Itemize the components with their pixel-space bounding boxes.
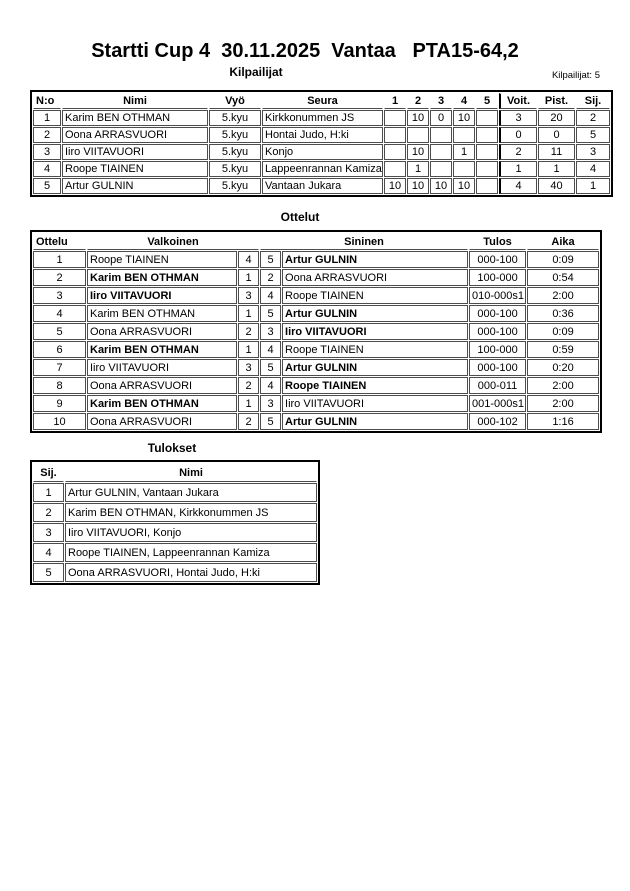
match-blue-seed: 5 xyxy=(260,251,281,268)
matches-header-row xyxy=(33,233,599,250)
results-table xyxy=(30,460,320,585)
competitor-score-vs-5 xyxy=(476,144,498,160)
competitor-wins: 4 xyxy=(499,178,537,194)
competitor-row xyxy=(33,144,610,160)
matches-table xyxy=(30,230,602,433)
results-col-place: Sij. xyxy=(33,463,64,482)
match-row xyxy=(33,269,599,286)
match-white-seed: 1 xyxy=(238,305,259,322)
matches-col-match: Ottelu xyxy=(33,233,86,250)
match-time: 0:54 xyxy=(527,269,599,286)
competitor-number: 4 xyxy=(33,161,61,177)
competitor-wins: 2 xyxy=(499,144,537,160)
result-place: 5 xyxy=(33,563,64,582)
match-blue-name: Iiro VIITAVUORI xyxy=(282,395,468,412)
competitor-name: Roope TIAINEN xyxy=(62,161,208,177)
competitor-number: 3 xyxy=(33,144,61,160)
competitors-col-belt: Vyö xyxy=(209,93,261,109)
competitor-score-vs-4: 10 xyxy=(453,178,475,194)
result-name: Artur GULNIN, Vantaan Jukara xyxy=(65,483,317,502)
match-number: 4 xyxy=(33,305,86,322)
match-blue-name: Artur GULNIN xyxy=(282,251,468,268)
competitors-table xyxy=(30,90,613,197)
matches-col-white: Valkoinen xyxy=(87,233,259,250)
match-blue-seed: 5 xyxy=(260,359,281,376)
match-white-name: Karim BEN OTHMAN xyxy=(87,395,237,412)
competitor-place: 3 xyxy=(576,144,610,160)
match-blue-name: Iiro VIITAVUORI xyxy=(282,323,468,340)
competitor-score-vs-3 xyxy=(430,161,452,177)
competitor-wins: 0 xyxy=(499,127,537,143)
match-blue-name: Roope TIAINEN xyxy=(282,377,468,394)
competitor-score-vs-3: 10 xyxy=(430,178,452,194)
match-number: 1 xyxy=(33,251,86,268)
match-row xyxy=(33,287,599,304)
competitor-place: 2 xyxy=(576,110,610,126)
match-blue-name: Oona ARRASVUORI xyxy=(282,269,468,286)
competitor-name: Karim BEN OTHMAN xyxy=(62,110,208,126)
competitor-score-vs-4 xyxy=(453,161,475,177)
competitor-club: Kirkkonummen JS xyxy=(262,110,383,126)
match-number: 6 xyxy=(33,341,86,358)
competitor-score-vs-3 xyxy=(430,127,452,143)
match-blue-name: Roope TIAINEN xyxy=(282,341,468,358)
competitor-score-vs-2: 10 xyxy=(407,144,429,160)
match-white-seed: 1 xyxy=(238,395,259,412)
match-blue-name: Roope TIAINEN xyxy=(282,287,468,304)
competitor-name: Oona ARRASVUORI xyxy=(62,127,208,143)
match-blue-seed: 4 xyxy=(260,377,281,394)
competitor-belt: 5.kyu xyxy=(209,161,261,177)
matches-col-blue: Sininen xyxy=(260,233,468,250)
competitor-points: 11 xyxy=(538,144,575,160)
match-white-seed: 2 xyxy=(238,413,259,430)
match-white-seed: 3 xyxy=(238,287,259,304)
match-blue-seed: 3 xyxy=(260,395,281,412)
competitors-section-title: Kilpailijat xyxy=(229,65,283,79)
competitors-col-wins: Voit. xyxy=(499,93,537,109)
match-number: 10 xyxy=(33,413,86,430)
competitor-place: 5 xyxy=(576,127,610,143)
competitor-score-vs-1 xyxy=(384,110,406,126)
match-number: 3 xyxy=(33,287,86,304)
result-place: 3 xyxy=(33,523,64,542)
result-name: Oona ARRASVUORI, Hontai Judo, H:ki xyxy=(65,563,317,582)
match-white-name: Oona ARRASVUORI xyxy=(87,413,237,430)
match-number: 8 xyxy=(33,377,86,394)
competitors-col-name: Nimi xyxy=(62,93,208,109)
competitor-club: Hontai Judo, H:ki xyxy=(262,127,383,143)
match-number: 5 xyxy=(33,323,86,340)
match-blue-seed: 5 xyxy=(260,413,281,430)
match-row xyxy=(33,251,599,268)
match-time: 0:59 xyxy=(527,341,599,358)
result-name: Roope TIAINEN, Lappeenrannan Kamiza xyxy=(65,543,317,562)
match-blue-seed: 3 xyxy=(260,323,281,340)
competitor-points: 1 xyxy=(538,161,575,177)
match-time: 2:00 xyxy=(527,395,599,412)
match-result: 100-000 xyxy=(469,341,526,358)
result-row xyxy=(33,543,317,562)
match-white-name: Karim BEN OTHMAN xyxy=(87,269,237,286)
competitor-place: 1 xyxy=(576,178,610,194)
competitor-number: 5 xyxy=(33,178,61,194)
match-blue-seed: 5 xyxy=(260,305,281,322)
match-white-name: Roope TIAINEN xyxy=(87,251,237,268)
match-blue-name: Artur GULNIN xyxy=(282,413,468,430)
competitors-col-opp-1: 1 xyxy=(384,93,406,109)
match-row xyxy=(33,359,599,376)
match-blue-seed: 4 xyxy=(260,287,281,304)
result-row xyxy=(33,523,317,542)
competitor-name: Iiro VIITAVUORI xyxy=(62,144,208,160)
competitors-col-opp-2: 2 xyxy=(407,93,429,109)
competitor-belt: 5.kyu xyxy=(209,110,261,126)
competitor-belt: 5.kyu xyxy=(209,127,261,143)
competitor-row xyxy=(33,127,610,143)
competitor-number: 2 xyxy=(33,127,61,143)
competitor-belt: 5.kyu xyxy=(209,178,261,194)
match-white-seed: 1 xyxy=(238,341,259,358)
competitors-col-opp-4: 4 xyxy=(453,93,475,109)
competitors-col-opp-3: 3 xyxy=(430,93,452,109)
result-name: Karim BEN OTHMAN, Kirkkonummen JS xyxy=(65,503,317,522)
match-time: 0:09 xyxy=(527,251,599,268)
competitor-points: 20 xyxy=(538,110,575,126)
match-white-seed: 2 xyxy=(238,377,259,394)
match-row xyxy=(33,413,599,430)
competitor-score-vs-2: 1 xyxy=(407,161,429,177)
match-row xyxy=(33,341,599,358)
competitor-score-vs-1 xyxy=(384,127,406,143)
match-row xyxy=(33,377,599,394)
match-time: 2:00 xyxy=(527,377,599,394)
competitor-score-vs-2: 10 xyxy=(407,110,429,126)
match-time: 2:00 xyxy=(527,287,599,304)
match-number: 2 xyxy=(33,269,86,286)
competitor-score-vs-5 xyxy=(476,161,498,177)
competitor-wins: 3 xyxy=(499,110,537,126)
competitor-row xyxy=(33,161,610,177)
competitor-score-vs-4 xyxy=(453,127,475,143)
match-row xyxy=(33,305,599,322)
match-white-name: Iiro VIITAVUORI xyxy=(87,359,237,376)
competitor-wins: 1 xyxy=(499,161,537,177)
result-place: 1 xyxy=(33,483,64,502)
match-result: 000-011 xyxy=(469,377,526,394)
competitor-points: 40 xyxy=(538,178,575,194)
competitors-col-number: N:o xyxy=(33,93,61,109)
results-section-title: Tulokset xyxy=(147,441,197,455)
competitor-row xyxy=(33,178,610,194)
competitor-name: Artur GULNIN xyxy=(62,178,208,194)
match-row xyxy=(33,323,599,340)
competitors-col-opp-5: 5 xyxy=(476,93,498,109)
competitor-score-vs-5 xyxy=(476,178,498,194)
match-number: 9 xyxy=(33,395,86,412)
result-place: 2 xyxy=(33,503,64,522)
match-time: 0:36 xyxy=(527,305,599,322)
match-white-seed: 1 xyxy=(238,269,259,286)
competitor-points: 0 xyxy=(538,127,575,143)
competitors-count-label: Kilpailijat: 5 xyxy=(551,70,600,81)
match-white-name: Karim BEN OTHMAN xyxy=(87,305,237,322)
competitor-score-vs-1: 10 xyxy=(384,178,406,194)
results-col-name: Nimi xyxy=(65,463,317,482)
competitor-score-vs-2: 10 xyxy=(407,178,429,194)
match-row xyxy=(33,395,599,412)
matches-col-time: Aika xyxy=(527,233,599,250)
match-blue-seed: 2 xyxy=(260,269,281,286)
match-time: 0:09 xyxy=(527,323,599,340)
match-result: 001-000s1 xyxy=(469,395,526,412)
competitor-score-vs-3: 0 xyxy=(430,110,452,126)
competitor-score-vs-5 xyxy=(476,127,498,143)
match-result: 000-100 xyxy=(469,251,526,268)
match-number: 7 xyxy=(33,359,86,376)
competitor-score-vs-3 xyxy=(430,144,452,160)
result-name: Iiro VIITAVUORI, Konjo xyxy=(65,523,317,542)
match-time: 0:20 xyxy=(527,359,599,376)
competitor-score-vs-1 xyxy=(384,161,406,177)
competitor-club: Konjo xyxy=(262,144,383,160)
match-white-seed: 3 xyxy=(238,359,259,376)
competitor-place: 4 xyxy=(576,161,610,177)
result-place: 4 xyxy=(33,543,64,562)
match-blue-seed: 4 xyxy=(260,341,281,358)
match-white-seed: 4 xyxy=(238,251,259,268)
match-white-seed: 2 xyxy=(238,323,259,340)
competitors-col-place: Sij. xyxy=(576,93,610,109)
match-blue-name: Artur GULNIN xyxy=(282,359,468,376)
match-result: 000-102 xyxy=(469,413,526,430)
competitor-club: Vantaan Jukara xyxy=(262,178,383,194)
match-white-name: Oona ARRASVUORI xyxy=(87,323,237,340)
competitor-score-vs-4: 1 xyxy=(453,144,475,160)
competitors-header-row xyxy=(33,93,610,109)
match-result: 000-100 xyxy=(469,359,526,376)
results-header-row xyxy=(33,463,317,482)
page-title: Startti Cup 4 30.11.2025 Vantaa PTA15-64,2 xyxy=(91,40,519,62)
result-row xyxy=(33,503,317,522)
match-blue-name: Artur GULNIN xyxy=(282,305,468,322)
match-result: 100-000 xyxy=(469,269,526,286)
match-white-name: Oona ARRASVUORI xyxy=(87,377,237,394)
competitor-score-vs-4: 10 xyxy=(453,110,475,126)
matches-section-title: Ottelut xyxy=(280,210,320,224)
match-time: 1:16 xyxy=(527,413,599,430)
competitors-col-club: Seura xyxy=(262,93,383,109)
competitor-belt: 5.kyu xyxy=(209,144,261,160)
competitor-club: Lappeenrannan Kamiza xyxy=(262,161,383,177)
competitor-number: 1 xyxy=(33,110,61,126)
match-white-name: Karim BEN OTHMAN xyxy=(87,341,237,358)
match-result: 000-100 xyxy=(469,305,526,322)
result-row xyxy=(33,483,317,502)
competitor-row xyxy=(33,110,610,126)
competitor-score-vs-5 xyxy=(476,110,498,126)
competitor-score-vs-2 xyxy=(407,127,429,143)
competitors-col-points: Pist. xyxy=(538,93,575,109)
match-result: 000-100 xyxy=(469,323,526,340)
matches-col-result: Tulos xyxy=(469,233,526,250)
competitor-score-vs-1 xyxy=(384,144,406,160)
match-white-name: Iiro VIITAVUORI xyxy=(87,287,237,304)
match-result: 010-000s1 xyxy=(469,287,526,304)
result-row xyxy=(33,563,317,582)
